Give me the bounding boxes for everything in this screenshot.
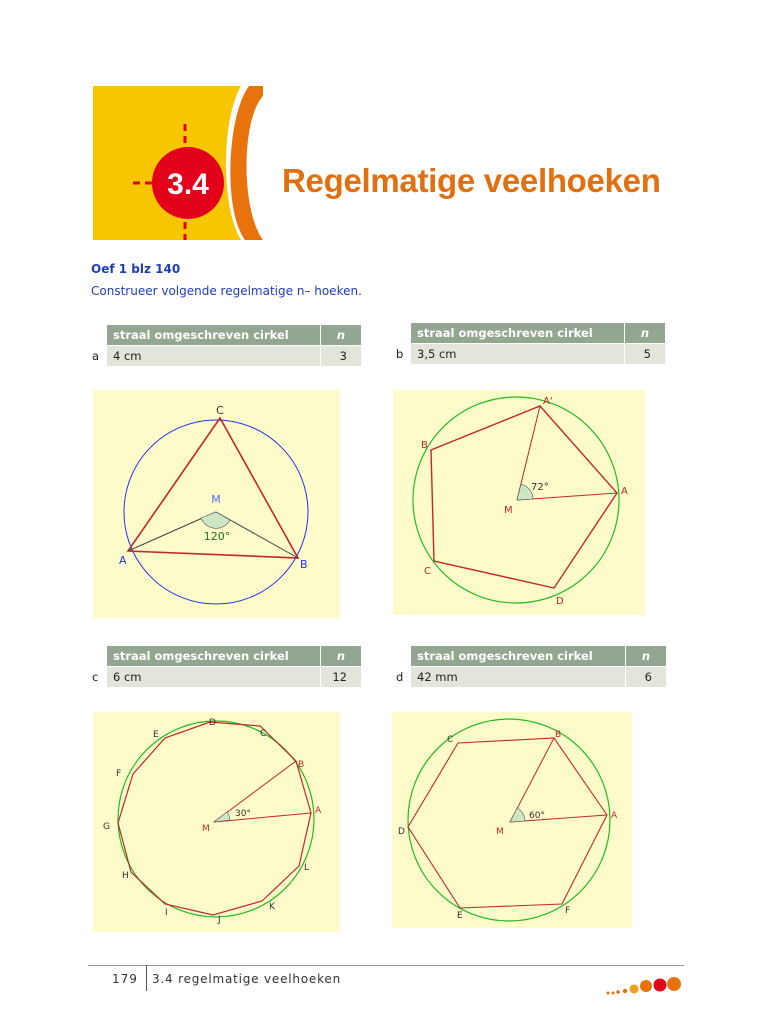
center-label: M bbox=[496, 827, 504, 837]
table-radius-value: 6 cm bbox=[107, 667, 321, 688]
vertex-label: J bbox=[218, 915, 221, 925]
vertex-label: H bbox=[122, 871, 129, 881]
vertex-label: C bbox=[447, 735, 454, 745]
vertex-label: L bbox=[304, 863, 310, 873]
page-number: 179 bbox=[112, 972, 138, 986]
exercise-instruction: Construeer volgende regelmatige n– hoeken. bbox=[91, 284, 362, 298]
table-label: c bbox=[90, 667, 107, 688]
vertex-label: A' bbox=[543, 396, 553, 407]
table-n-value: 12 bbox=[321, 667, 362, 688]
figure-dodecagon bbox=[93, 712, 340, 932]
table-d bbox=[393, 645, 667, 688]
section-number: 3.4 bbox=[167, 168, 209, 201]
vertex-label: D bbox=[398, 827, 405, 837]
table-n-value: 3 bbox=[321, 346, 362, 367]
table-header-radius: straal omgeschreven cirkel bbox=[411, 323, 625, 344]
vertex-label: G bbox=[103, 822, 110, 832]
table-radius-value: 42 mm bbox=[411, 667, 626, 688]
vertex-label: B bbox=[555, 730, 562, 740]
table-label: d bbox=[394, 667, 411, 688]
angle-label: 120° bbox=[203, 530, 231, 543]
table-n-value: 5 bbox=[625, 344, 666, 365]
vertex-label: C bbox=[424, 566, 431, 577]
vertex-label: D bbox=[556, 596, 564, 607]
vertex-label: F bbox=[116, 769, 122, 779]
table-header-radius: straal omgeschreven cirkel bbox=[107, 325, 321, 346]
vertex-label: K bbox=[269, 902, 275, 912]
table-radius-value: 4 cm bbox=[107, 346, 321, 367]
table-c bbox=[89, 645, 362, 688]
angle-label: 72° bbox=[531, 482, 549, 493]
table-header-n: n bbox=[321, 325, 362, 346]
vertex-label: A bbox=[621, 486, 628, 497]
vertex-label: B bbox=[421, 440, 428, 451]
table-label: a bbox=[90, 346, 107, 367]
vertex-label: A bbox=[119, 554, 127, 567]
vertex-label: C bbox=[216, 404, 224, 417]
center-label: M bbox=[202, 824, 210, 834]
figure-pentagon bbox=[393, 390, 645, 615]
center-label: M bbox=[211, 493, 221, 506]
figure-triangle bbox=[93, 390, 340, 618]
center-label: M bbox=[504, 505, 513, 516]
vertex-label: A bbox=[315, 806, 322, 816]
vertex-label: F bbox=[565, 906, 571, 916]
vertex-label: D bbox=[209, 718, 216, 728]
vertex-label: E bbox=[153, 730, 159, 740]
footer-rule bbox=[88, 965, 684, 966]
page-title: Regelmatige veelhoeken bbox=[282, 162, 661, 199]
table-a bbox=[89, 324, 362, 367]
vertex-label: A bbox=[611, 811, 618, 821]
angle-label: 30° bbox=[235, 809, 251, 819]
vertex-label: I bbox=[165, 908, 168, 918]
footer-separator bbox=[146, 965, 147, 991]
table-radius-value: 3,5 cm bbox=[411, 344, 625, 365]
figure-hexagon bbox=[392, 712, 632, 928]
section-badge-graphic bbox=[93, 86, 273, 246]
table-header-radius: straal omgeschreven cirkel bbox=[107, 646, 321, 667]
table-b bbox=[393, 322, 666, 365]
vertex-label: E bbox=[457, 911, 463, 921]
table-n-value: 6 bbox=[626, 667, 667, 688]
vertex-label: B bbox=[300, 558, 308, 571]
vertex-label: C bbox=[260, 729, 267, 739]
vertex-label: B bbox=[298, 760, 305, 770]
table-label: b bbox=[394, 344, 411, 365]
exercise-title: Oef 1 blz 140 bbox=[91, 262, 181, 276]
table-header-n: n bbox=[626, 646, 667, 667]
table-header-n: n bbox=[321, 646, 362, 667]
publisher-logo bbox=[604, 975, 688, 1001]
table-header-n: n bbox=[625, 323, 666, 344]
footer-section-text: 3.4 regelmatige veelhoeken bbox=[152, 972, 342, 986]
table-header-radius: straal omgeschreven cirkel bbox=[411, 646, 626, 667]
angle-label: 60° bbox=[529, 811, 545, 821]
